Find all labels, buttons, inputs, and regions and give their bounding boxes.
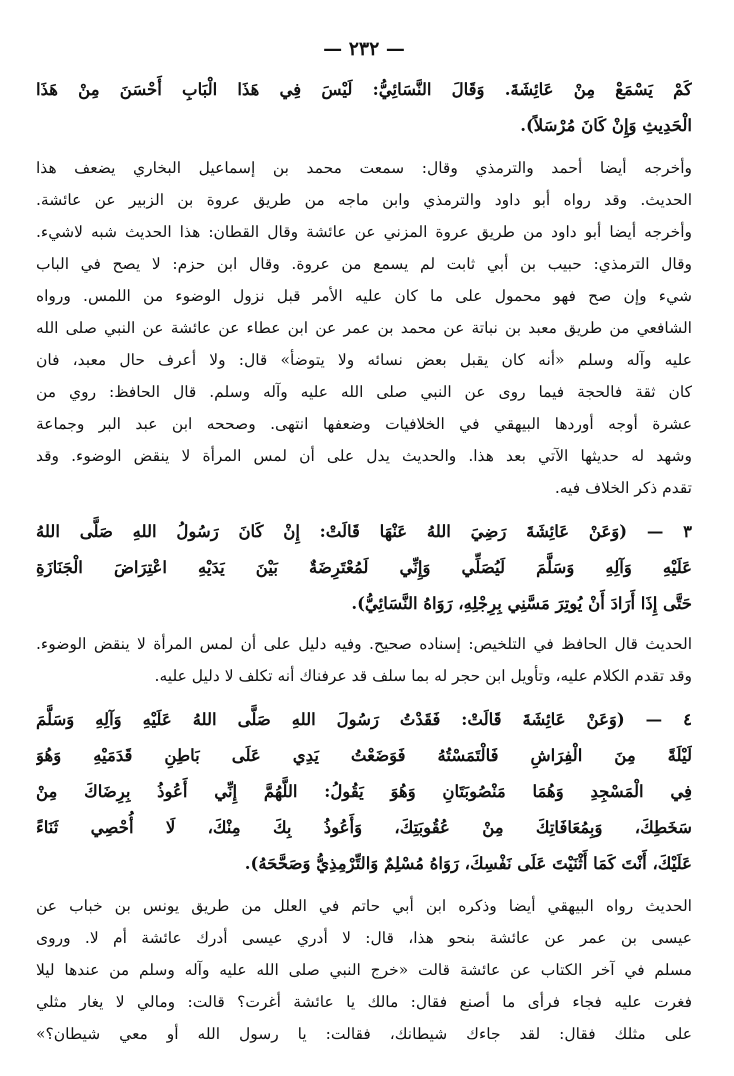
text-line: عَلَيْهِ وَآلِهِ وَسَلَّمَ لَيُصَلِّي وَإِنِّي لَمُعْتَرِضَةٌ بَيْنَ يَدَيْهِ اعْتِرَاضَ الْجَنَازَةِ: [36, 558, 692, 577]
text-line: الحديث. وقد رواه أبو داود والترمذي وابن ماجه من طريق عروة بن الزبير عن عائشة.: [36, 191, 692, 209]
text-line: عيسى بن عمر عن عائشة بنحو هذا، قال: لا أدري عيسى أدرك عائشة أم لا. وروى: [36, 929, 692, 947]
text-line: وشهد له حديثها الآتي بعد هذا. والحديث يدل على أن لمس المرأة لا ينقض الوضوء. وقد: [36, 447, 692, 465]
commentary-paragraph: [36, 152, 692, 504]
text-line: عشرة أوجه أوردها البيهقي في الخلافيات وضعفها انتهى. وصححه ابن عبد البر وجماعة: [36, 415, 692, 433]
page-number: — ٢٣٢ —: [323, 38, 405, 60]
text-line: وقد تقدم الكلام عليه، وتأويل ابن حجر له بما سلف قد عرفناك أنه تكلف لا دليل عليه.: [154, 667, 692, 685]
text-line: لَيْلَةً مِنَ الْفِرَاشِ فَالْتَمَسْتُهُ فَوَضَعْتُ يَدِي عَلَى بَاطِنِ قَدَمَيْهِ وَهُوَ: [36, 746, 692, 765]
text-line: تقدم ذكر الخلاف فيه.: [554, 479, 692, 497]
hadith-text: [36, 514, 692, 622]
text-line: على مثلك فقال: لقد جاءك شيطانك، فقالت: يا رسول الله أو معي شيطان؟»: [36, 1025, 692, 1043]
text-line: عَلَيْكَ، أَنْتَ كَمَا أَثْنَيْتَ عَلَى نَفْسِكَ، رَوَاهُ مُسْلِمٌ وَالتِّرْمِذِيُّ وَصَحَّحَهُ).: [244, 854, 692, 873]
hadith-text: [36, 702, 692, 882]
text-line: وأخرجه أيضا أحمد والترمذي وقال: سمعت محمد بن إسماعيل البخاري يضعف هذا: [36, 159, 692, 177]
text-line: مسلم في آخر الكتاب عن عائشة قالت «خرج النبي صلى الله عليه وآله وسلم من عندها ليلا: [36, 961, 692, 979]
page-text: [36, 72, 692, 1050]
text-line: كَمْ يَسْمَعْ مِنْ عَائِشَةَ. وَقَالَ النَّسَائِيُّ: لَيْسَ فِي هَذَا الْبَابِ أَحْسَنَ مِنْ هَذَا: [36, 80, 692, 99]
commentary-paragraph: [36, 628, 692, 692]
text-line: وأخرجه أيضا أبو داود من طريق عروة المزني عن عائشة وقال القطان: هذا الحديث شبه لاشيء.: [36, 223, 692, 241]
hadith-text: [36, 72, 692, 144]
text-line: سَخَطِكَ، وَبِمُعَافَاتِكَ مِنْ عُقُوبَتِكَ، وَأَعُوذُ بِكَ مِنْكَ، لَا أُحْصِي ثَنَاءً: [36, 818, 692, 837]
text-line: عليه وآله وسلم «أنه كان يقبل بعض نسائه ولا يتوضأ» قال: ولا أعرف حال معبد، فان: [36, 351, 692, 369]
text-line: وقال الترمذي: حبيب بن أبي ثابت لم يسمع من عروة. وقال ابن حزم: لا يصح في الباب: [36, 255, 692, 273]
text-line: فغرت عليه فجاء فرأى ما أصنع فقال: مالك يا عائشة أغرت؟ قالت: ومالي لا يغار مثلي: [36, 993, 692, 1011]
text-line: الحديث رواه البيهقي أيضا وذكره ابن أبي حاتم في العلل من طريق يونس بن خباب عن: [36, 897, 692, 915]
text-line: كان ثقة فالحجة فيما روى عن النبي صلى الله عليه وآله وسلم. قال الحافظ: روي من: [36, 383, 692, 401]
text-line: شيء وإن صح فهو محمول على ما كان عليه الأمر قبل نزول الوضوء من اللمس. ورواه: [36, 287, 692, 305]
text-line: الْحَدِيثِ وَإِنْ كَانَ مُرْسَلاً).: [520, 116, 692, 135]
text-line: فِي الْمَسْجِدِ وَهُمَا مَنْصُوبَتَانِ وَهُوَ يَقُولُ: اللَّهُمَّ إِنِّي أَعُوذُ بِرِضَاكَ مِنْ: [36, 782, 692, 801]
text-line: الحديث قال الحافظ في التلخيص: إسناده صحيح. وفيه دليل على أن لمس المرأة لا ينقض الوضوء.: [36, 635, 692, 653]
text-line: ٤ — (وَعَنْ عَائِشَةَ قَالَتْ: فَقَدْتُ رَسُولَ اللهِ صَلَّى اللهُ عَلَيْهِ وَآلِهِ وَسَلَّمَ: [36, 710, 692, 729]
text-line: حَتَّى إِذَا أَرَادَ أَنْ يُوتِرَ مَسَّنِي بِرِجْلِهِ، رَوَاهُ النَّسَائِيُّ).: [351, 594, 692, 613]
text-line: الشافعي من طريق معبد بن نباتة عن محمد بن عمر عن ابن عطاء عن عائشة عن النبي صلى الله: [36, 319, 692, 337]
commentary-paragraph: [36, 890, 692, 1050]
text-line: ٣ — (وَعَنْ عَائِشَةَ رَضِيَ اللهُ عَنْهَا قَالَتْ: إِنْ كَانَ رَسُولُ اللهِ صَلَّى اللهُ: [36, 522, 692, 541]
